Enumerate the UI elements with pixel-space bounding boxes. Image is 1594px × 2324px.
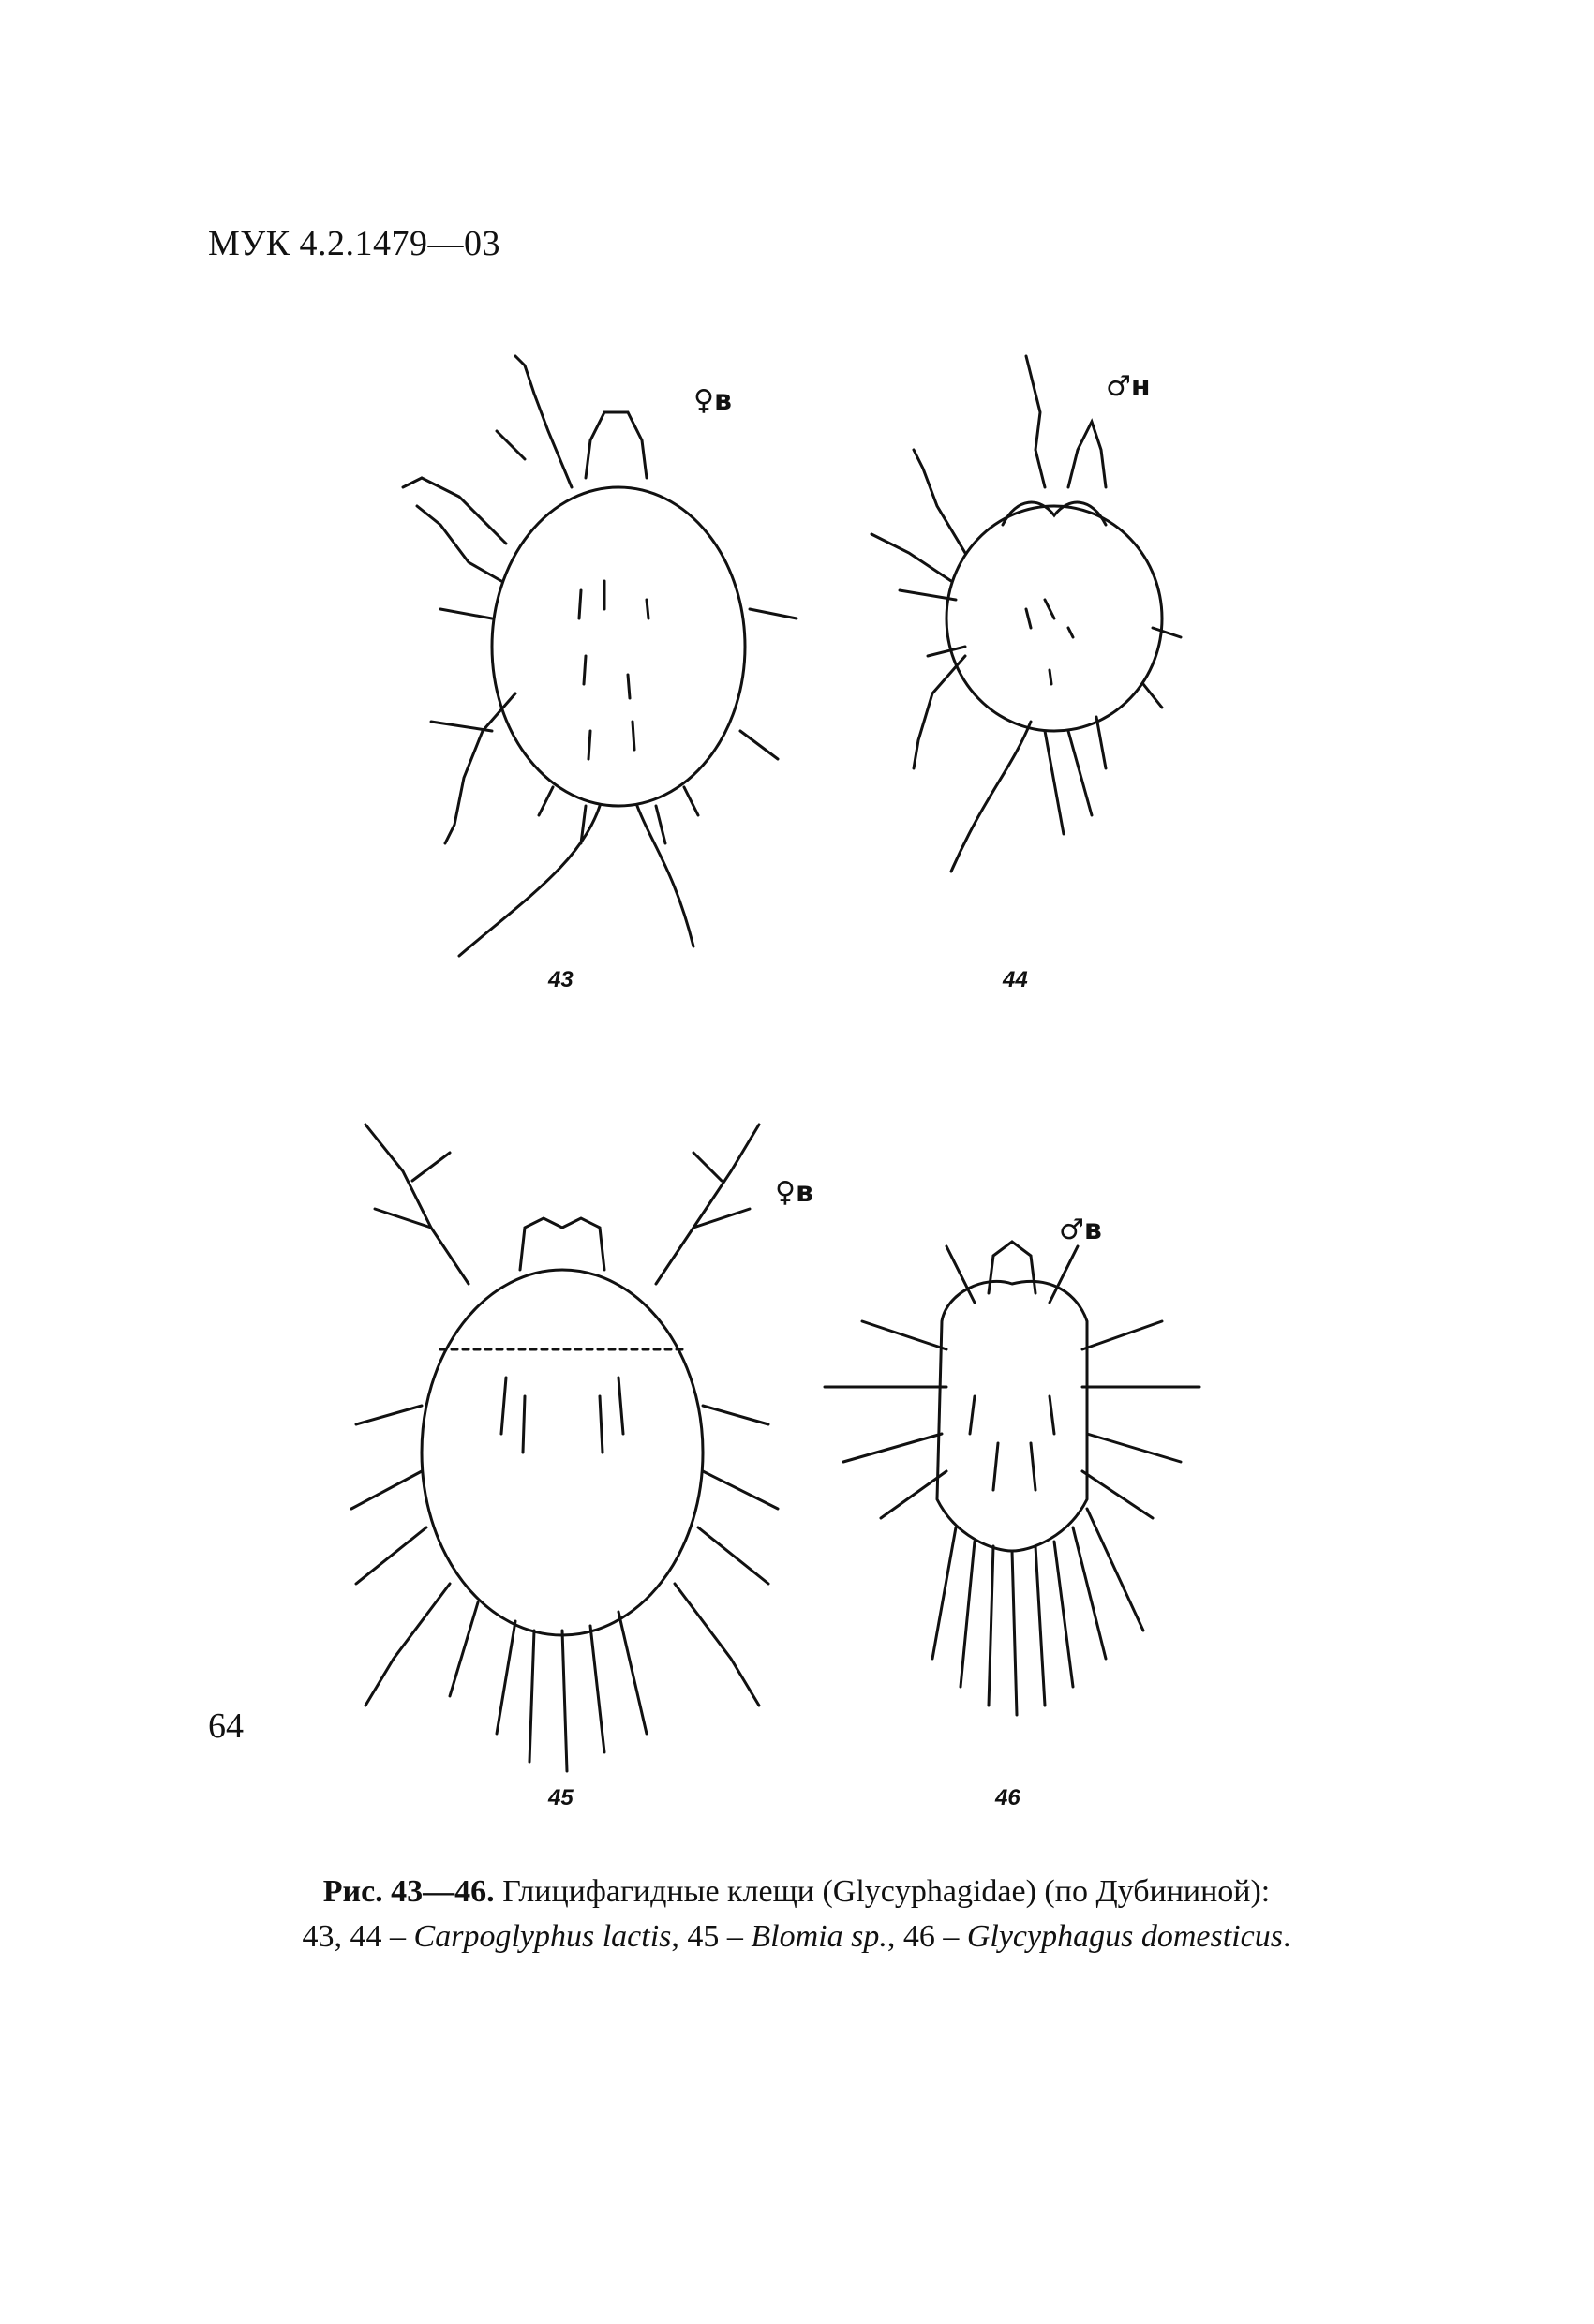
- caption-title: Глицифагидные клещи (Glycyphagidae) (по Дубининой):: [502, 1874, 1271, 1909]
- figure-45-mite-drawing: [337, 1096, 787, 1809]
- caption-seg: 43, 44 –: [302, 1919, 414, 1954]
- running-header: МУК 4.2.1479—03: [208, 224, 501, 263]
- figure-43-mite-drawing: [403, 337, 834, 993]
- figure-43-sex-label: ♀в: [693, 384, 732, 417]
- caption-seg: , 45 –: [671, 1919, 752, 1954]
- figure-caption: [141, 1870, 1452, 1959]
- caption-seg: , 46 –: [886, 1919, 967, 1954]
- figure-44-mite-drawing: [843, 347, 1256, 909]
- figure-46-sex-label: ♂в: [1059, 1214, 1102, 1246]
- figure-45-number: 45: [548, 1785, 574, 1810]
- caption-species-name: Carpoglyphus lactis: [413, 1919, 672, 1954]
- caption-line-2: [141, 1914, 1452, 1959]
- caption-label: Рис. 43—46.: [322, 1874, 495, 1909]
- figure-46-mite-drawing: [806, 1218, 1218, 1780]
- figure-43-number: 43: [548, 967, 574, 992]
- caption-seg: .: [1282, 1919, 1291, 1954]
- figure-46-number: 46: [995, 1785, 1020, 1810]
- figure-44-sex-label: ♂н: [1106, 370, 1151, 403]
- page-number: 64: [208, 1706, 244, 1746]
- caption-species-name: Blomia sp.: [751, 1919, 887, 1954]
- figure-45-sex-label: ♀в: [775, 1176, 813, 1209]
- caption-line-1: [141, 1870, 1452, 1914]
- caption-species-name: Glycyphagus domesticus: [966, 1919, 1283, 1954]
- figure-44-number: 44: [1003, 967, 1028, 992]
